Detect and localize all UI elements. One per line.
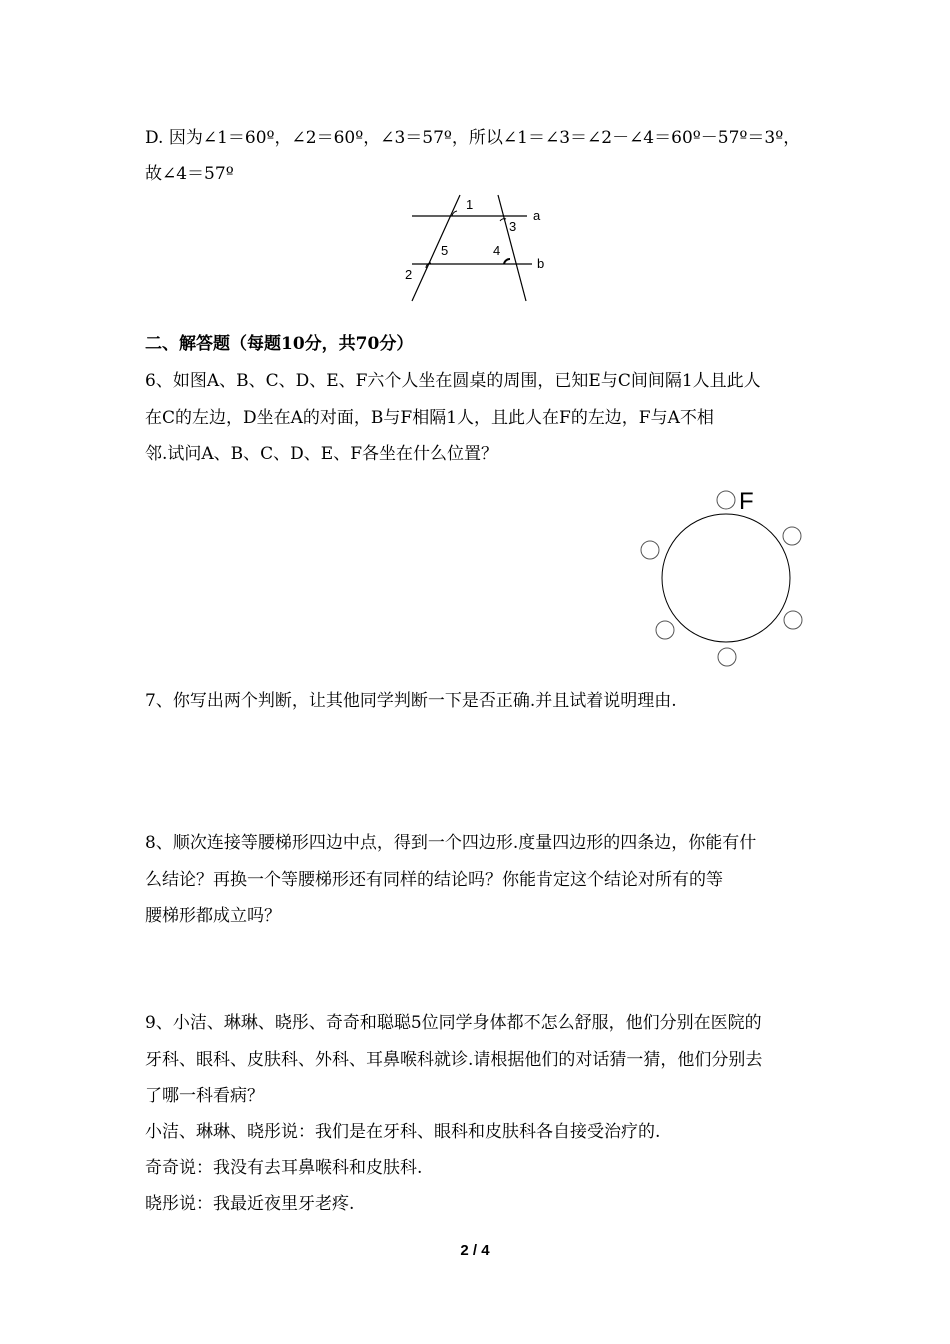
page-number: 2 / 4 (460, 1242, 490, 1259)
angle-label-4: 4 (493, 243, 501, 258)
q7-line: 7、你写出两个判断，让其他同学判断一下是否正确.并且试着说明理由. (145, 691, 677, 711)
table-circle (662, 514, 790, 642)
seat-label-f: F (739, 488, 754, 515)
round-table-figure (635, 483, 810, 673)
q9-line-4: 小洁、琳琳、晓彤说：我们是在牙科、眼科和皮肤科各自接受治疗的. (145, 1122, 661, 1142)
line-label-b: b (537, 256, 545, 271)
q6-line-3: 邻.试问A、B、C、D、E、F各坐在什么位置？ (145, 444, 499, 464)
q8-line-3: 腰梯形都成立吗？ (145, 906, 281, 926)
option-d-line-2: 故∠4＝57º (145, 164, 234, 184)
q6-line-2: 在C的左边，D坐在A的对面，B与F相隔1人，且此人在F的左边，F与A不相 (145, 408, 714, 428)
seat-lower-right (784, 611, 802, 629)
parallel-lines-figure (400, 193, 560, 308)
seat-bottom (718, 648, 736, 666)
option-d-line-1: D. 因为∠1＝60º，∠2＝60º，∠3＝57º，所以∠1＝∠3＝∠2－∠4＝60º－57º＝3º， (145, 128, 801, 148)
transversal-left (412, 195, 460, 301)
q9-line-5: 奇奇说：我没有去耳鼻喉科和皮肤科. (145, 1158, 423, 1178)
section-title: 二、解答题（每题10分，共70分） (145, 334, 414, 354)
seat-upper-left (641, 541, 659, 559)
angle-label-2: 2 (405, 267, 413, 282)
angle-label-1: 1 (466, 197, 474, 212)
q8-line-1: 8、顺次连接等腰梯形四边中点，得到一个四边形.度量四边形的四条边，你能有什 (145, 833, 757, 853)
seat-upper-right (783, 527, 801, 545)
line-label-a: a (533, 208, 541, 223)
seat-lower-left (656, 621, 674, 639)
q8-line-2: 么结论？再换一个等腰梯形还有同样的结论吗？你能肯定这个结论对所有的等 (145, 870, 723, 890)
q6-line-1: 6、如图A、B、C、D、E、F六个人坐在圆桌的周围，已知E与C间间隔1人且此人 (145, 371, 761, 391)
q9-line-3: 了哪一科看病？ (145, 1086, 264, 1106)
transversal-right (498, 195, 526, 301)
seat-top (717, 491, 735, 509)
angle-label-3: 3 (509, 219, 517, 234)
angle-mark-4 (504, 259, 510, 264)
q9-line-1: 9、小洁、琳琳、晓彤、奇奇和聪聪5位同学身体都不怎么舒服，他们分别在医院的 (145, 1013, 762, 1033)
angle-label-5: 5 (441, 243, 449, 258)
q9-line-2: 牙科、眼科、皮肤科、外科、耳鼻喉科就诊.请根据他们的对话猜一猜，他们分别去 (145, 1050, 763, 1070)
q9-line-6: 晓彤说：我最近夜里牙老疼. (145, 1194, 355, 1214)
